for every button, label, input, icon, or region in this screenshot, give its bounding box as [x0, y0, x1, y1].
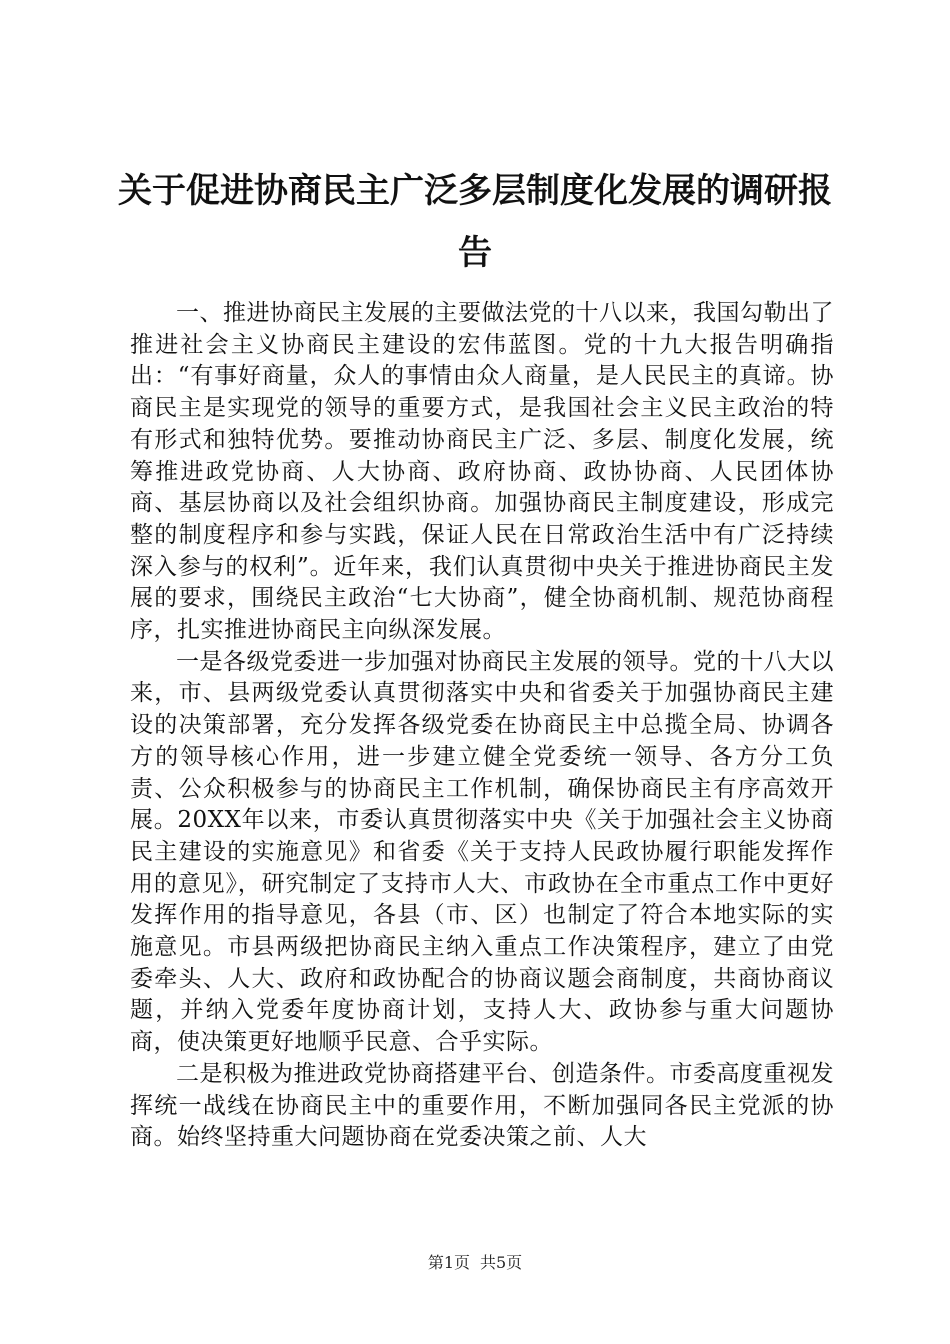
- page-total: 共5页: [480, 1253, 523, 1272]
- document-title: 关于促进协商民主广泛多层制度化发展的调研报告: [118, 171, 832, 273]
- paragraph: 一是各级党委进一步加强对协商民主发展的领导。党的十八大以来，市、县两级党委认真贯彻落实中央和省委关于加强协商民主建设的决策部署，充分发挥各级党委在协商民主中总揽全局、协调各方的领导核心作用，进一步建立健全党委统一领导、各方分工负责、公众积极参与的协商民主工作机制，确保协商民主有序高效开展。20XX年以来，市委认真贯彻落实中央《关于加强社会主义协商民主建设的实施意见》和省委《关于支持人民政协履行职能发挥作用的意见》，研究制定了支持市人大、市政协在全市重点工作中更好发挥作用的指导意见，各县（市、区）也制定了符合本地实际的实施意见。市县两级把协商民主纳入重点工作决策程序，建立了由党委牵头、人大、政府和政协配合的协商议题会商制度，共商协商议题，并纳入党委年度协商计划，支持人大、政协参与重大问题协商，使决策更好地顺乎民意、合乎实际。: [130, 648, 834, 1056]
- page-footer: [0, 1253, 950, 1273]
- paragraph: 二是积极为推进政党协商搭建平台、创造条件。市委高度重视发挥统一战线在协商民主中的重要作用，不断加强同各民主党派的协商。始终坚持重大问题协商在党委决策之前、人大: [130, 1060, 834, 1151]
- paragraph: 一、推进协商民主发展的主要做法党的十八以来，我国勾勒出了推进社会主义协商民主建设的宏伟蓝图。党的十九大报告明确指出：“有事好商量，众人的事情由众人商量，是人民民主的真谛。协商民主是实现党的领导的重要方式，是我国社会主义民主政治的特有形式和独特优势。要推动协商民主广泛、多层、制度化发展，统筹推进政党协商、人大协商、政府协商、政协协商、人民团体协商、基层协商以及社会组织协商。加强协商民主制度建设，形成完整的制度程序和参与实践，保证人民在日常政治生活中有广泛持续深入参与的权利”。近年来，我们认真贯彻中央关于推进协商民主发展的要求，围绕民主政治“七大协商”，健全协商机制、规范协商程序，扎实推进协商民主向纵深发展。: [130, 300, 834, 644]
- document-body: [130, 298, 834, 1154]
- page-number: 第1页: [427, 1253, 470, 1272]
